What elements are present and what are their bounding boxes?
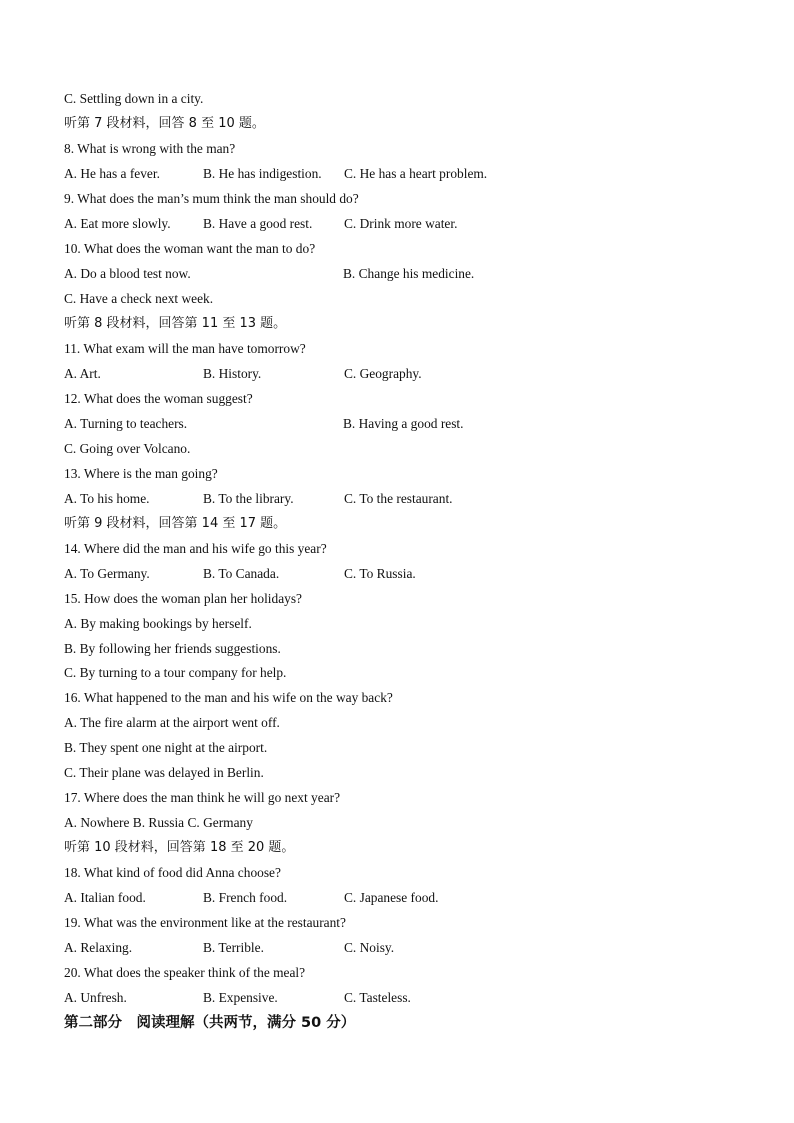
option-a: A. Do a blood test now.	[64, 266, 191, 281]
question-8: 8. What is wrong with the man?	[64, 141, 236, 156]
option-c: C. Noisy.	[344, 940, 395, 955]
question-9: 9. What does the man’s mum think the man should do?	[64, 191, 359, 206]
question-17: 17. Where does the man think he will go next year?	[64, 790, 341, 805]
option-line: B. They spent one night at the airport.	[64, 740, 268, 755]
option-a: A. Relaxing.	[64, 940, 133, 955]
option-line: A. The fire alarm at the airport went off.	[64, 715, 280, 730]
option-b: B. Change his medicine.	[343, 266, 475, 281]
option-line: A. Nowhere B. Russia C. Germany	[64, 815, 253, 830]
section-heading: 听第 7 段材料，回答 8 至 10 题。	[64, 116, 265, 131]
option-b: B. History.	[203, 366, 262, 381]
option-a: A. Italian food.	[64, 890, 146, 905]
option-b: B. Having a good rest.	[343, 416, 464, 431]
option-line: C. Have a check next week.	[64, 291, 214, 306]
option-c: C. Japanese food.	[344, 890, 439, 905]
option-b: B. He has indigestion.	[203, 166, 322, 181]
option-line: C. Going over Volcano.	[64, 441, 191, 456]
option-c: C. Geography.	[344, 366, 422, 381]
option-c: C. To Russia.	[344, 566, 416, 581]
section-heading: 听第 8 段材料，回答第 11 至 13 题。	[64, 316, 287, 331]
question-20: 20. What does the speaker think of the meal?	[64, 965, 306, 980]
option-b: B. Have a good rest.	[203, 216, 313, 231]
option-c: C. To the restaurant.	[344, 491, 453, 506]
option-line: A. By making bookings by herself.	[64, 616, 252, 631]
option-line: C. By turning to a tour company for help.	[64, 665, 287, 680]
question-15: 15. How does the woman plan her holidays?	[64, 591, 303, 606]
option-c: C. Tasteless.	[344, 990, 411, 1005]
question-18: 18. What kind of food did Anna choose?	[64, 865, 281, 880]
question-13: 13. Where is the man going?	[64, 466, 218, 481]
option-b: B. Expensive.	[203, 990, 278, 1005]
option-a: A. To Germany.	[64, 566, 150, 581]
question-12: 12. What does the woman suggest?	[64, 391, 253, 406]
option-b: B. To Canada.	[203, 566, 280, 581]
question-11: 11. What exam will the man have tomorrow?	[64, 341, 306, 356]
question-16: 16. What happened to the man and his wife on the way back?	[64, 690, 393, 705]
option-c: C. He has a heart problem.	[344, 166, 488, 181]
option-b: B. Terrible.	[203, 940, 264, 955]
option-a: A. Unfresh.	[64, 990, 127, 1005]
question-14: 14. Where did the man and his wife go this year?	[64, 541, 327, 556]
option-line: C. Settling down in a city.	[64, 91, 204, 106]
section-heading: 听第 10 段材料，回答第 18 至 20 题。	[64, 840, 295, 855]
question-19: 19. What was the environment like at the restaurant?	[64, 915, 346, 930]
option-a: A. He has a fever.	[64, 166, 160, 181]
part-heading: 第二部分 阅读理解（共两节，满分 50 分）	[64, 1015, 356, 1031]
option-a: A. Art.	[64, 366, 101, 381]
option-b: B. French food.	[203, 890, 288, 905]
option-a: A. Eat more slowly.	[64, 216, 171, 231]
section-heading: 听第 9 段材料，回答第 14 至 17 题。	[64, 516, 287, 531]
option-a: A. Turning to teachers.	[64, 416, 188, 431]
option-line: B. By following her friends suggestions.	[64, 641, 281, 656]
option-a: A. To his home.	[64, 491, 150, 506]
question-10: 10. What does the woman want the man to do?	[64, 241, 316, 256]
option-c: C. Drink more water.	[344, 216, 458, 231]
option-b: B. To the library.	[203, 491, 294, 506]
option-line: C. Their plane was delayed in Berlin.	[64, 765, 264, 780]
